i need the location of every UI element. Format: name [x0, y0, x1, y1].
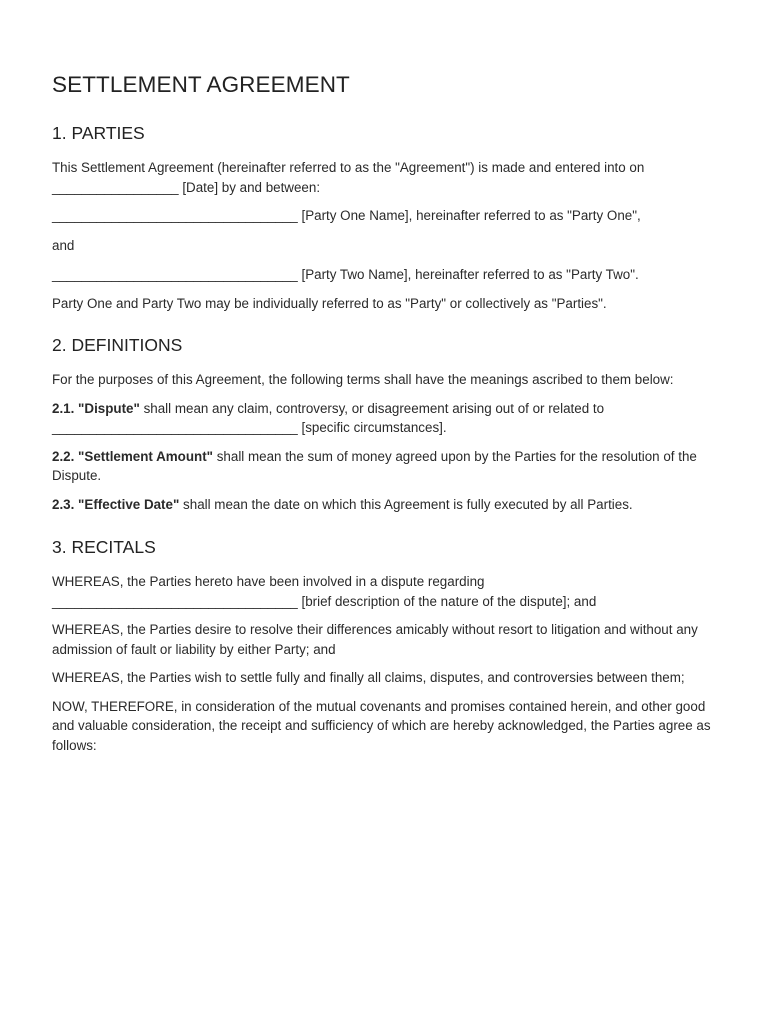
recital-paragraph: NOW, THEREFORE, in consideration of the mutual covenants and promises contained herein, and other good and valuable consideration, the receipt and sufficiency of which are hereby acknowledged, the Parties agree as follows:: [52, 698, 711, 753]
definition-term: 2.2. "Settlement Amount": [52, 448, 214, 464]
definition-item-settlement-amount: [52, 447, 722, 486]
parties-collective: Party One and Party Two may be individually referred to as "Party" or collectively as "Parties".: [52, 295, 607, 311]
section-heading-recitals: 3. RECITALS: [52, 537, 156, 557]
definitions-intro: For the purposes of this Agreement, the following terms shall have the meanings ascribed to them below:: [52, 372, 674, 387]
section-definitions: [52, 335, 722, 514]
definition-text: shall mean any claim, controversy, or disagreement arising out of or related to _________________________________ [specific circumstances].: [52, 400, 605, 435]
parties-intro: This Settlement Agreement (hereinafter referred to as the "Agreement") is made and entered into on _________________ [Date] by and between:: [52, 160, 645, 195]
party-two-line: _________________________________ [Party Two Name], hereinafter referred to as "Party Two".: [52, 267, 639, 282]
definition-item-dispute: [52, 399, 722, 438]
recital-paragraph: WHEREAS, the Parties wish to settle fully and finally all claims, disputes, and controversies between them;: [52, 670, 685, 685]
recital-paragraph: WHEREAS, the Parties hereto have been involved in a dispute regarding _________________________________ [brief description of the nature of the dispute]; and: [52, 574, 597, 609]
definition-text: shall mean the date on which this Agreement is fully executed by all Parties.: [179, 496, 633, 512]
definition-item-effective-date: [52, 495, 722, 515]
definition-term: 2.1. "Dispute": [52, 400, 140, 416]
section-heading-definitions: 2. DEFINITIONS: [52, 335, 183, 355]
section-recitals: [52, 537, 722, 755]
document-title: SETTLEMENT AGREEMENT: [52, 72, 350, 97]
section-heading-parties: 1. PARTIES: [52, 123, 145, 143]
and-text: and: [52, 237, 75, 253]
party-one-line: _________________________________ [Party One Name], hereinafter referred to as "Party One",: [52, 208, 641, 223]
definition-text: shall mean the sum of money agreed upon by the Parties for the resolution of the Dispute.: [52, 448, 697, 483]
section-parties: [52, 123, 722, 313]
definition-term: 2.3. "Effective Date": [52, 496, 180, 512]
recital-paragraph: WHEREAS, the Parties desire to resolve their differences amicably without resort to litigation and without any admission of fault or liability by either Party; and: [52, 622, 698, 657]
